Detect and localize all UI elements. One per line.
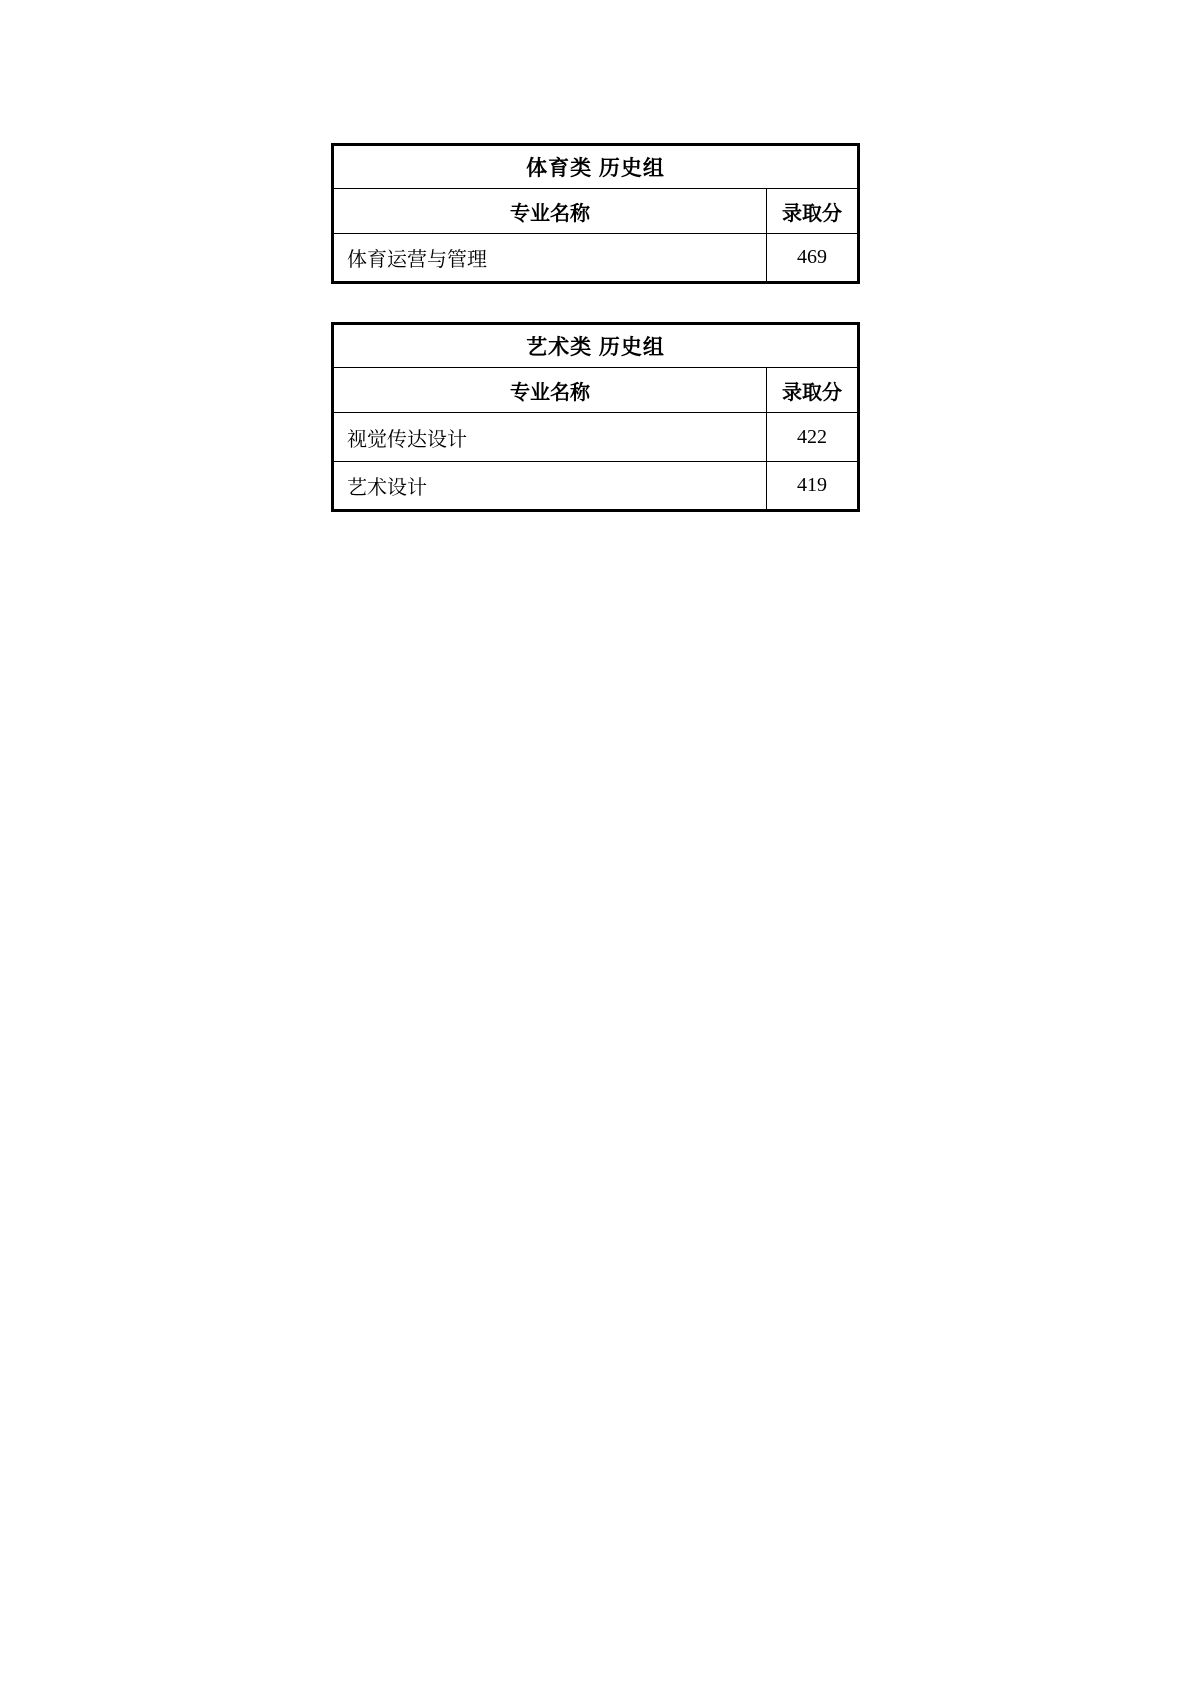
sports-history-table	[331, 143, 860, 284]
major-name-cell: 体育运营与管理	[333, 234, 767, 283]
major-name-cell: 艺术设计	[333, 462, 767, 511]
major-name-cell: 视觉传达设计	[333, 413, 767, 462]
table-row	[333, 234, 859, 283]
arts-history-table	[331, 322, 860, 512]
table-title-row	[333, 324, 859, 368]
column-header-score: 录取分	[767, 368, 859, 413]
table-title: 艺术类 历史组	[333, 324, 859, 368]
table-header-row	[333, 189, 859, 234]
score-cell: 469	[767, 234, 859, 283]
table-title-row	[333, 145, 859, 189]
score-cell: 419	[767, 462, 859, 511]
table-row	[333, 413, 859, 462]
column-header-major: 专业名称	[333, 189, 767, 234]
column-header-major: 专业名称	[333, 368, 767, 413]
table-title: 体育类 历史组	[333, 145, 859, 189]
column-header-score: 录取分	[767, 189, 859, 234]
score-cell: 422	[767, 413, 859, 462]
table-header-row	[333, 368, 859, 413]
table-row	[333, 462, 859, 511]
